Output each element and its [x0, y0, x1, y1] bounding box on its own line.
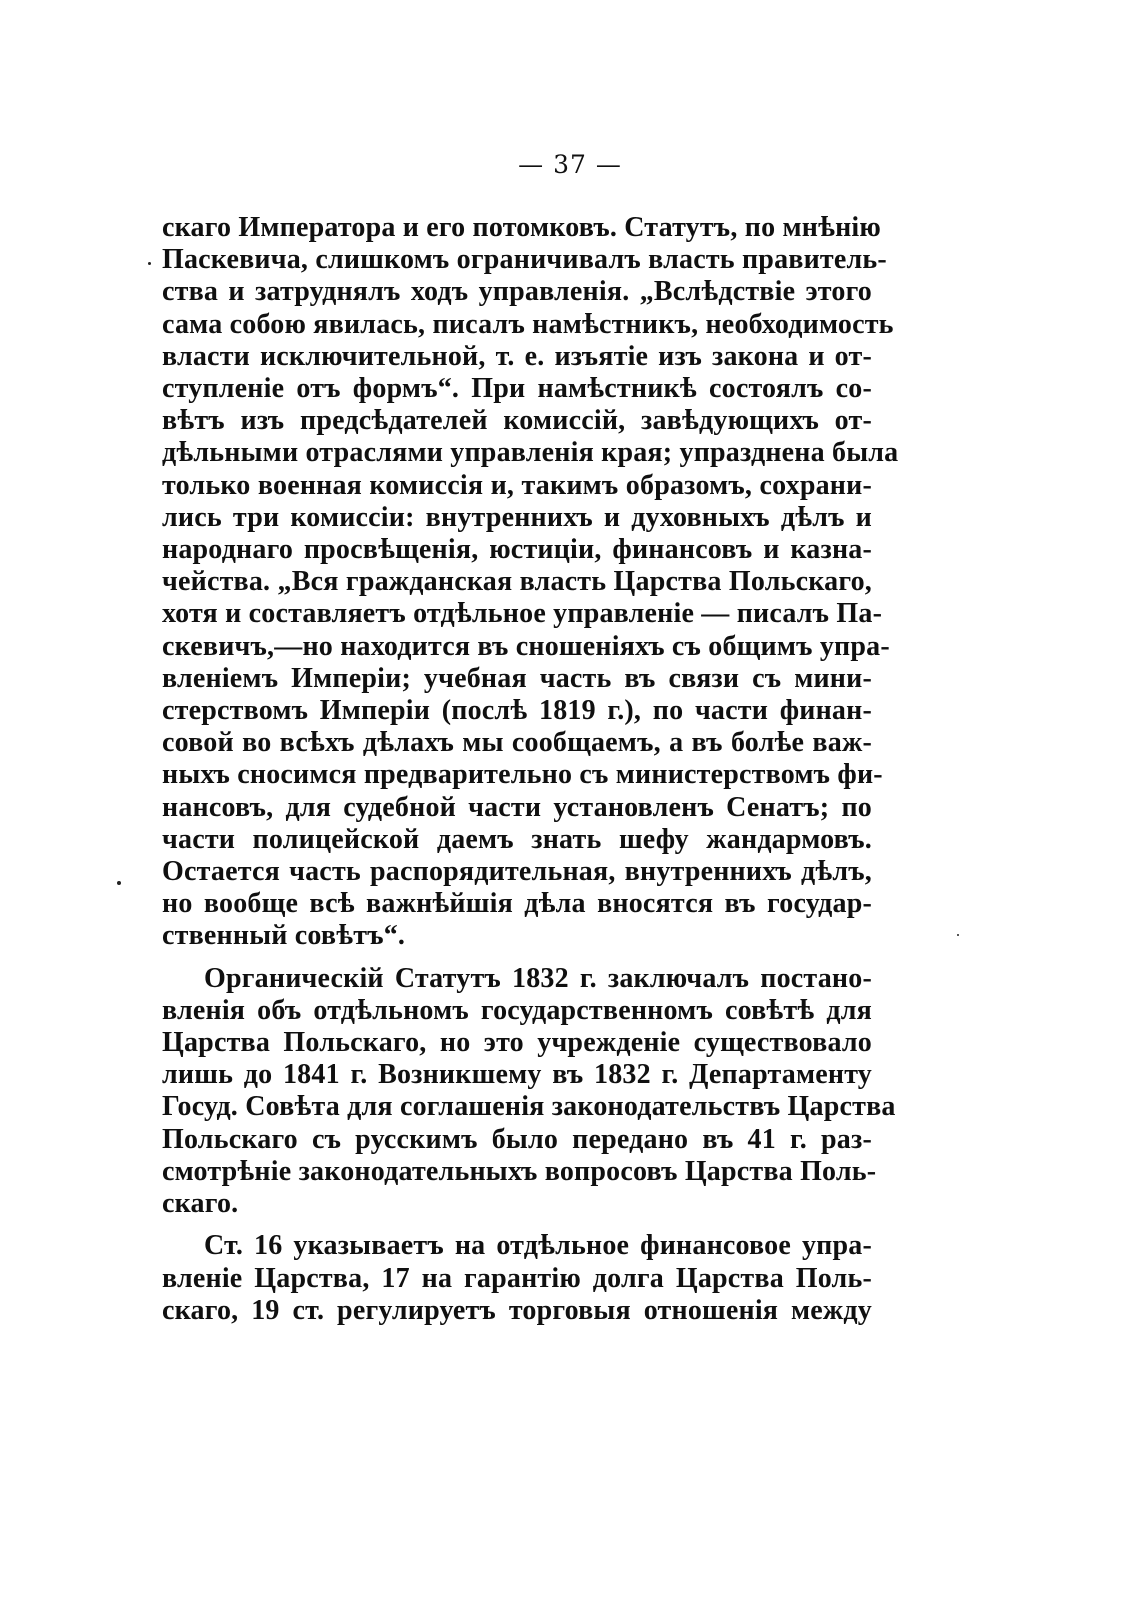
text-line: стерствомъ Имперіи (послѣ 1819 г.), по части финан- [162, 695, 872, 727]
paragraph-3 [162, 1230, 872, 1327]
text-line: лись три комиссіи: внутреннихъ и духовныхъ дѣлъ и [162, 501, 872, 533]
text-line: Остается часть распорядительная, внутреннихъ дѣлъ, [162, 856, 872, 888]
text-line: Ст. 16 указываетъ на отдѣльное финансовое упра- [204, 1230, 872, 1262]
text-line: нансовъ, для судебной части установленъ Сенатъ; по [162, 791, 872, 823]
text-line: скаго, 19 ст. регулируетъ торговыя отношенія между [162, 1294, 872, 1326]
text-line: совой во всѣхъ дѣлахъ мы сообщаемъ, а въ болѣе важ- [162, 727, 872, 759]
text-line: скевичъ,—но находится въ сношеніяхъ съ общимъ упра- [162, 630, 890, 662]
text-line: вленія объ отдѣльномъ государственномъ совѣтѣ для [162, 994, 872, 1026]
text-line: дѣльными отраслями управленія края; упразднена была [162, 437, 899, 469]
text-line: смотрѣніе законодательныхъ вопросовъ Царства Поль- [162, 1155, 877, 1187]
text-line: хотя и составляетъ отдѣльное управленіе — писалъ Па- [162, 598, 883, 630]
body-text [162, 212, 899, 1327]
page-number: — 37 — [518, 150, 622, 179]
text-line: лишь до 1841 г. Возникшему въ 1832 г. Департаменту [162, 1059, 872, 1091]
text-line: Госуд. Совѣта для соглашенія законодательствъ Царства [162, 1091, 896, 1123]
scan-speck [148, 262, 151, 265]
text-line: ступленіе отъ формъ“. При намѣстникѣ состоялъ со- [162, 373, 872, 405]
text-line: вленіемъ Имперіи; учебная часть въ связи съ мини- [162, 662, 872, 694]
text-line: Паскевича, слишкомъ ограничивалъ власть правитель- [162, 244, 887, 276]
text-line: чейства. „Вся гражданская власть Царства Польскаго, [162, 566, 872, 598]
scan-speck [117, 881, 121, 885]
text-line: сама собою явилась, писалъ намѣстникъ, необходимость [162, 308, 894, 340]
text-line: скаго. [162, 1188, 239, 1220]
paragraph-gap [162, 1220, 872, 1230]
text-line: но вообще всѣ важнѣйшія дѣла вносятся въ государ- [162, 888, 872, 920]
paragraph-1 [162, 212, 899, 953]
text-line: Царства Польскаго, но это учрежденіе существовало [162, 1027, 872, 1059]
text-line: власти исключительной, т. е. изъятіе изъ закона и от- [162, 340, 872, 372]
text-line: ныхъ сносимся предварительно съ министерствомъ фи- [162, 759, 883, 791]
text-line: Органическій Статутъ 1832 г. заключалъ постано- [204, 962, 872, 994]
scan-speck [957, 934, 959, 936]
text-line: вѣтъ изъ предсѣдателей комиссій, завѣдующихъ от- [162, 405, 872, 437]
text-line: вленіе Царства, 17 на гарантію долга Царства Поль- [162, 1262, 872, 1294]
text-line: ства и затруднялъ ходъ управленія. „Вслѣдствіе этого [162, 276, 872, 308]
paragraph-gap [162, 953, 872, 963]
text-line: ственный совѣтъ“. [162, 920, 406, 952]
text-line: только военная комиссія и, такимъ образомъ, сохрани- [162, 469, 872, 501]
text-line: части полицейской даемъ знать шефу жандармовъ. [162, 823, 872, 855]
paragraph-2 [162, 962, 896, 1221]
text-line: скаго Императора и его потомковъ. Статутъ, по мнѣнію [162, 212, 881, 243]
text-line: Польскаго съ русскимъ было передано въ 41 г. раз- [162, 1123, 872, 1155]
text-line: народнаго просвѣщенія, юстиціи, финансовъ и казна- [162, 534, 872, 566]
